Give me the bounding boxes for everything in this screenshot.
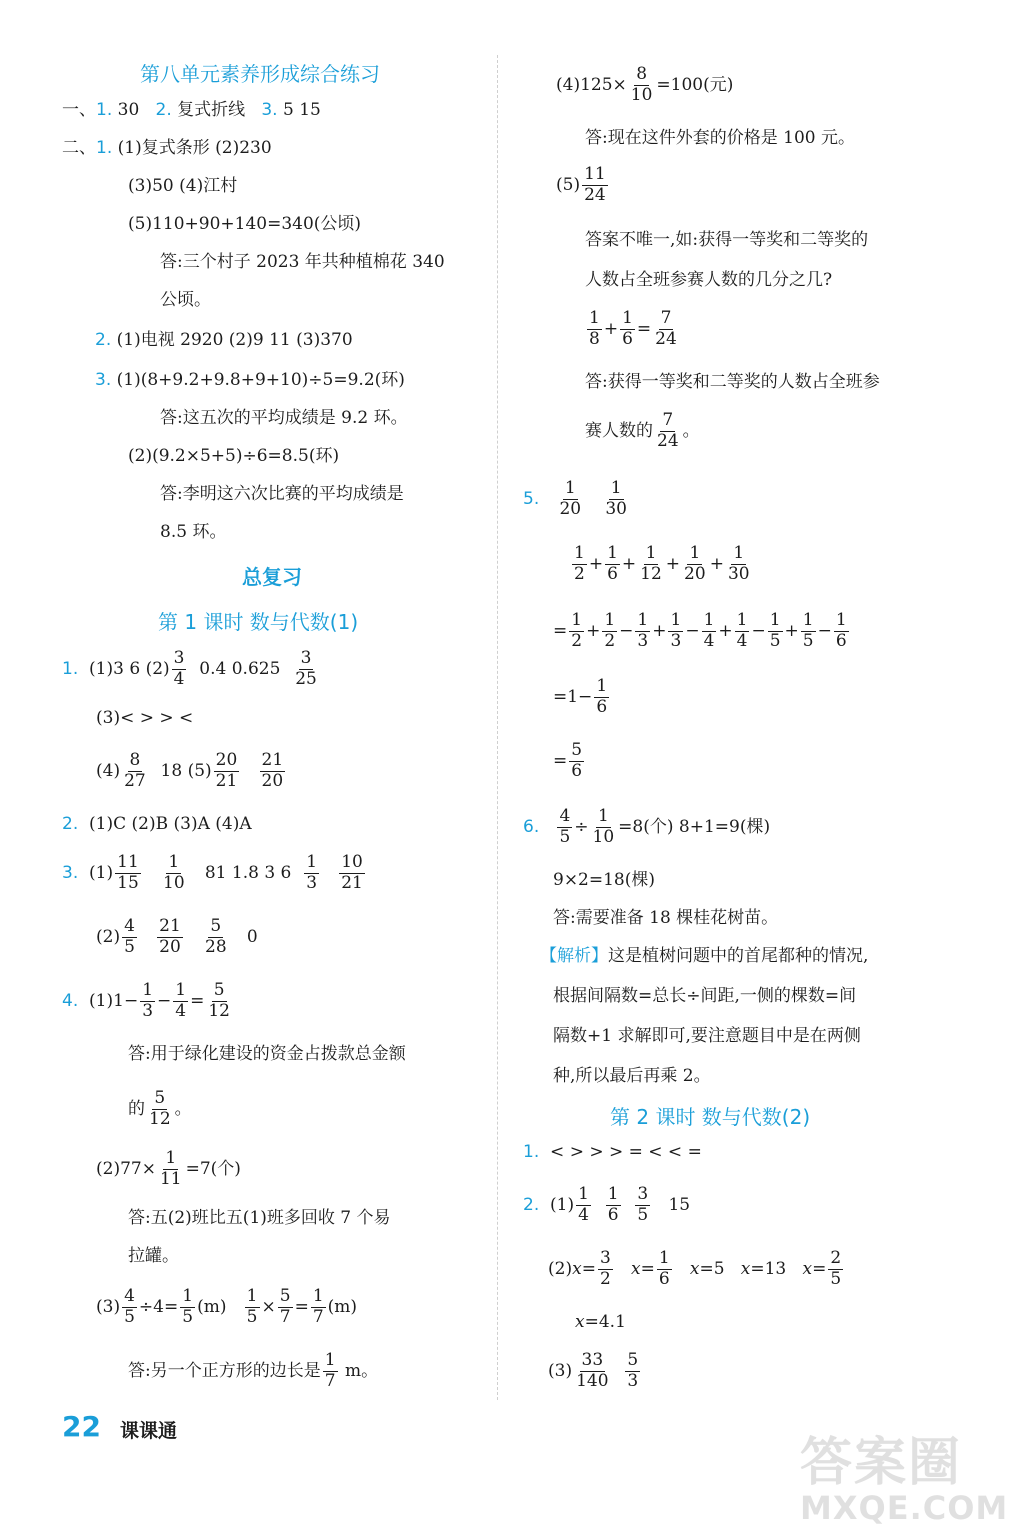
brand-name: 课课通 bbox=[120, 1420, 178, 1442]
q4-line1: 4. (1)1− $\frac{1}{3}$ − $\frac{1}{4}$ = $\frac{5}{12}$ bbox=[62, 980, 230, 1021]
r5-note1: 答案不唯一,如:获得一等奖和二等奖的 bbox=[585, 230, 869, 250]
section2-q1-line2: (3)50 (4)江村 bbox=[128, 176, 238, 196]
p2-line4: (3) $\frac{33}{140}$ $\frac{5}{3}$ bbox=[548, 1350, 639, 1391]
q6-analysis3: 隔数+1 求解即可,要注意题目中是在两侧 bbox=[553, 1026, 861, 1046]
q6-line2: 9×2=18(棵) bbox=[553, 870, 656, 890]
page-number: 22 bbox=[62, 1410, 101, 1443]
q1-line3: (4) $\frac{8}{27}$ 18 (5) $\frac{20}{21}$ $\frac{21}{20}$ bbox=[96, 750, 284, 791]
fraction: $\frac{3}{2}$ bbox=[599, 1248, 611, 1289]
q6-analysis2: 根据间隔数=总长÷间距,一侧的棵数=间 bbox=[553, 986, 857, 1006]
fraction: $\frac{21}{20}$ bbox=[261, 750, 284, 791]
fraction: $\frac{1}{20}$ bbox=[684, 543, 706, 584]
section2-q2-line: 2. (1)电视 2920 (2)9 11 (3)370 bbox=[95, 330, 353, 350]
fraction: $\frac{1}{4}$ bbox=[703, 610, 715, 651]
q6-answer: 答:需要准备 18 棵桂花树苗。 bbox=[553, 908, 779, 928]
fraction: $\frac{33}{140}$ bbox=[576, 1350, 609, 1391]
fraction: $\frac{8}{27}$ bbox=[124, 750, 146, 791]
fraction: $\frac{1}{6}$ bbox=[607, 543, 618, 584]
fraction: $\frac{1}{5}$ bbox=[182, 1286, 194, 1327]
fraction: $\frac{21}{20}$ bbox=[159, 916, 181, 957]
fraction: $\frac{2}{5}$ bbox=[830, 1248, 842, 1289]
q4-answer2: 答:五(2)班比五(1)班多回收 7 个易 bbox=[128, 1208, 391, 1228]
section2-q3-answer1: 答:这五次的平均成绩是 9.2 环。 bbox=[160, 408, 408, 428]
q5-sum: $\frac{1}{2}$ + $\frac{1}{6}$ + $\frac{1}{12}$ + $\frac{1}{20}$ + $\frac{1}{30}$ bbox=[574, 543, 750, 584]
q5-step3: =1− $\frac{1}{6}$ bbox=[553, 676, 608, 717]
section2-q3-answer2: 答:李明这六次比赛的平均成绩是 bbox=[160, 484, 404, 504]
fraction: $\frac{5}{6}$ bbox=[571, 740, 583, 781]
q5-expansion: = $\frac{1}{2}$ + $\frac{1}{2}$ − $\frac{1}{3}$ + $\frac{1}{3}$ − $\frac{1}{4}$ + $\frac{1}{4}$ − $\frac{1}{5}$ + $\frac{1}{5}$ − $\frac{1}{6}$ bbox=[553, 610, 847, 651]
fraction: $\frac{5}{12}$ bbox=[149, 1088, 171, 1129]
q5-step4: = $\frac{5}{6}$ bbox=[553, 740, 583, 781]
fraction: $\frac{1}{3}$ bbox=[306, 852, 318, 893]
fraction: $\frac{1}{2}$ bbox=[574, 543, 585, 584]
fraction: $\frac{1}{5}$ bbox=[769, 610, 781, 651]
q6-analysis1: 【解析】这是植树问题中的首尾都种的情况, bbox=[540, 946, 869, 966]
r5-note2: 人数占全班参赛人数的几分之几? bbox=[585, 270, 833, 290]
column-divider bbox=[497, 55, 498, 1400]
fraction: $\frac{1}{7}$ bbox=[312, 1286, 324, 1327]
section2-q1-line1: 二、1. (1)复式条形 (2)230 bbox=[62, 138, 272, 158]
fraction: $\frac{11}{24}$ bbox=[584, 164, 606, 205]
fraction: $\frac{1}{5}$ bbox=[802, 610, 814, 651]
fraction: $\frac{1}{7}$ bbox=[324, 1350, 336, 1391]
fraction: $\frac{7}{24}$ bbox=[655, 308, 677, 349]
fraction: $\frac{1}{12}$ bbox=[640, 543, 662, 584]
q4-line2: (2)77× $\frac{1}{11}$ =7(个) bbox=[96, 1148, 241, 1189]
q2-line: 2. (1)C (2)B (3)A (4)A bbox=[62, 814, 252, 834]
fraction: $\frac{4}{5}$ bbox=[559, 806, 571, 847]
fraction: $\frac{3}{25}$ bbox=[295, 648, 317, 689]
section2-q3-line1: 3. (1)(8+9.2+9.8+9+10)÷5=9.2(环) bbox=[95, 370, 405, 390]
fraction: $\frac{1}{6}$ bbox=[658, 1248, 670, 1289]
fraction: $\frac{1}{10}$ bbox=[163, 852, 185, 893]
unit8-title: 第八单元素养形成综合练习 bbox=[140, 62, 380, 86]
q5-line1: 5. $\frac{1}{20}$ $\frac{1}{30}$ bbox=[523, 478, 627, 519]
r5-answer: 答:获得一等奖和二等奖的人数占全班参 bbox=[585, 372, 880, 392]
fraction: $\frac{5}{12}$ bbox=[208, 980, 230, 1021]
fraction: $\frac{4}{5}$ bbox=[124, 916, 135, 957]
fraction: $\frac{1}{10}$ bbox=[592, 806, 615, 847]
q1-line2: (3)< > > < bbox=[96, 708, 194, 728]
fraction: $\frac{1}{4}$ bbox=[736, 610, 748, 651]
p2-line3: x=4.1 bbox=[575, 1312, 626, 1332]
lesson1-title: 第 1 课时 数与代数(1) bbox=[158, 610, 359, 634]
q3-line1: 3. (1) $\frac{11}{15}$ $\frac{1}{10}$ 81 1.8 3 6 $\frac{1}{3}$ $\frac{10}{21}$ bbox=[62, 852, 363, 893]
fraction: $\frac{3}{5}$ bbox=[637, 1184, 649, 1225]
fraction: $\frac{8}{10}$ bbox=[630, 64, 653, 105]
fraction: $\frac{1}{8}$ bbox=[589, 308, 600, 349]
q4-answer2-cont: 拉罐。 bbox=[128, 1246, 179, 1266]
p2-line2: (2)x= $\frac{3}{2}$ x= $\frac{1}{6}$ x=5 x=13 x= $\frac{2}{5}$ bbox=[548, 1248, 842, 1289]
fraction: $\frac{1}{6}$ bbox=[607, 1184, 619, 1225]
q6-line1: 6. $\frac{4}{5}$ ÷ $\frac{1}{10}$ =8(个) 8+1=9(棵) bbox=[523, 806, 771, 847]
p2-line1: 2. (1) $\frac{1}{4}$ $\frac{1}{6}$ $\frac{3}{5}$ 15 bbox=[523, 1184, 691, 1225]
fraction: $\frac{1}{6}$ bbox=[622, 308, 633, 349]
q4-answer1-cont: 的 $\frac{5}{12}$ 。 bbox=[128, 1088, 192, 1129]
fraction: $\frac{1}{2}$ bbox=[571, 610, 583, 651]
section1-line: 一、1. 30 2. 复式折线 3. 5 15 bbox=[62, 100, 321, 120]
lesson2-title: 第 2 课时 数与代数(2) bbox=[610, 1105, 811, 1129]
r5-answer-cont: 赛人数的 $\frac{7}{24}$ 。 bbox=[585, 410, 700, 451]
fraction: $\frac{1}{20}$ bbox=[559, 478, 582, 519]
fraction: $\frac{4}{5}$ bbox=[124, 1286, 135, 1327]
r5-equation: $\frac{1}{8}$ + $\frac{1}{6}$ = $\frac{7}{24}$ bbox=[589, 308, 677, 349]
watermark-logo: 答案圈 MXQE.COM bbox=[800, 1433, 1009, 1527]
r5-line: (5) $\frac{11}{24}$ bbox=[556, 164, 606, 205]
section2-q1-answer: 答:三个村子 2023 年共种植棉花 340 bbox=[160, 252, 445, 272]
fraction: $\frac{1}{11}$ bbox=[159, 1148, 182, 1189]
fraction: $\frac{5}{28}$ bbox=[205, 916, 227, 957]
q4-answer1: 答:用于绿化建设的资金占拨款总金额 bbox=[128, 1044, 406, 1064]
fraction: $\frac{1}{3}$ bbox=[142, 980, 154, 1021]
fraction: $\frac{1}{6}$ bbox=[835, 610, 847, 651]
section2-q3-answer2-cont: 8.5 环。 bbox=[160, 522, 227, 542]
section2-q1-line3: (5)110+90+140=340(公顷) bbox=[128, 214, 362, 234]
p1-line: 1. < > > > = < < = bbox=[523, 1142, 702, 1162]
q4-line3: (3) $\frac{4}{5}$ ÷4= $\frac{1}{5}$ (m) $\frac{1}{5}$ × $\frac{5}{7}$ = $\frac{1}{7}$ (m) bbox=[96, 1286, 358, 1327]
q6-analysis4: 种,所以最后再乘 2。 bbox=[553, 1066, 711, 1086]
fraction: $\frac{1}{30}$ bbox=[605, 478, 627, 519]
fraction: $\frac{5}{3}$ bbox=[627, 1350, 639, 1391]
fraction: $\frac{1}{5}$ bbox=[246, 1286, 258, 1327]
fraction: $\frac{10}{21}$ bbox=[341, 852, 363, 893]
fraction: $\frac{5}{7}$ bbox=[279, 1286, 291, 1327]
q4-answer3: 答:另一个正方形的边长是 $\frac{1}{7}$ m。 bbox=[128, 1350, 379, 1391]
fraction: $\frac{1}{2}$ bbox=[604, 610, 616, 651]
r4-answer: 答:现在这件外套的价格是 100 元。 bbox=[585, 128, 855, 148]
fraction: $\frac{1}{30}$ bbox=[727, 543, 750, 584]
section2-q1-answer-cont: 公顷。 bbox=[160, 290, 211, 310]
r4-line: (4)125× $\frac{8}{10}$ =100(元) bbox=[556, 64, 734, 105]
fraction: $\frac{7}{24}$ bbox=[657, 410, 679, 451]
review-title: 总复习 bbox=[242, 565, 302, 589]
fraction: $\frac{1}{3}$ bbox=[637, 610, 649, 651]
fraction: $\frac{11}{15}$ bbox=[117, 852, 139, 893]
fraction: $\frac{20}{21}$ bbox=[215, 750, 238, 791]
section2-q3-line2: (2)(9.2×5+5)÷6=8.5(环) bbox=[128, 446, 340, 466]
fraction: $\frac{1}{4}$ bbox=[578, 1184, 589, 1225]
fraction: $\frac{1}{4}$ bbox=[175, 980, 187, 1021]
fraction: $\frac{1}{3}$ bbox=[670, 610, 682, 651]
fraction: $\frac{1}{6}$ bbox=[596, 676, 608, 717]
q3-line2: (2) $\frac{4}{5}$ $\frac{21}{20}$ $\frac{5}{28}$ 0 bbox=[96, 916, 258, 957]
analysis-tag: 【解析】 bbox=[540, 946, 608, 966]
q1-line1: 1. (1)3 6 (2) $\frac{3}{4}$ 0.4 0.625 $\frac{3}{25}$ bbox=[62, 648, 317, 689]
fraction: $\frac{3}{4}$ bbox=[173, 648, 185, 689]
